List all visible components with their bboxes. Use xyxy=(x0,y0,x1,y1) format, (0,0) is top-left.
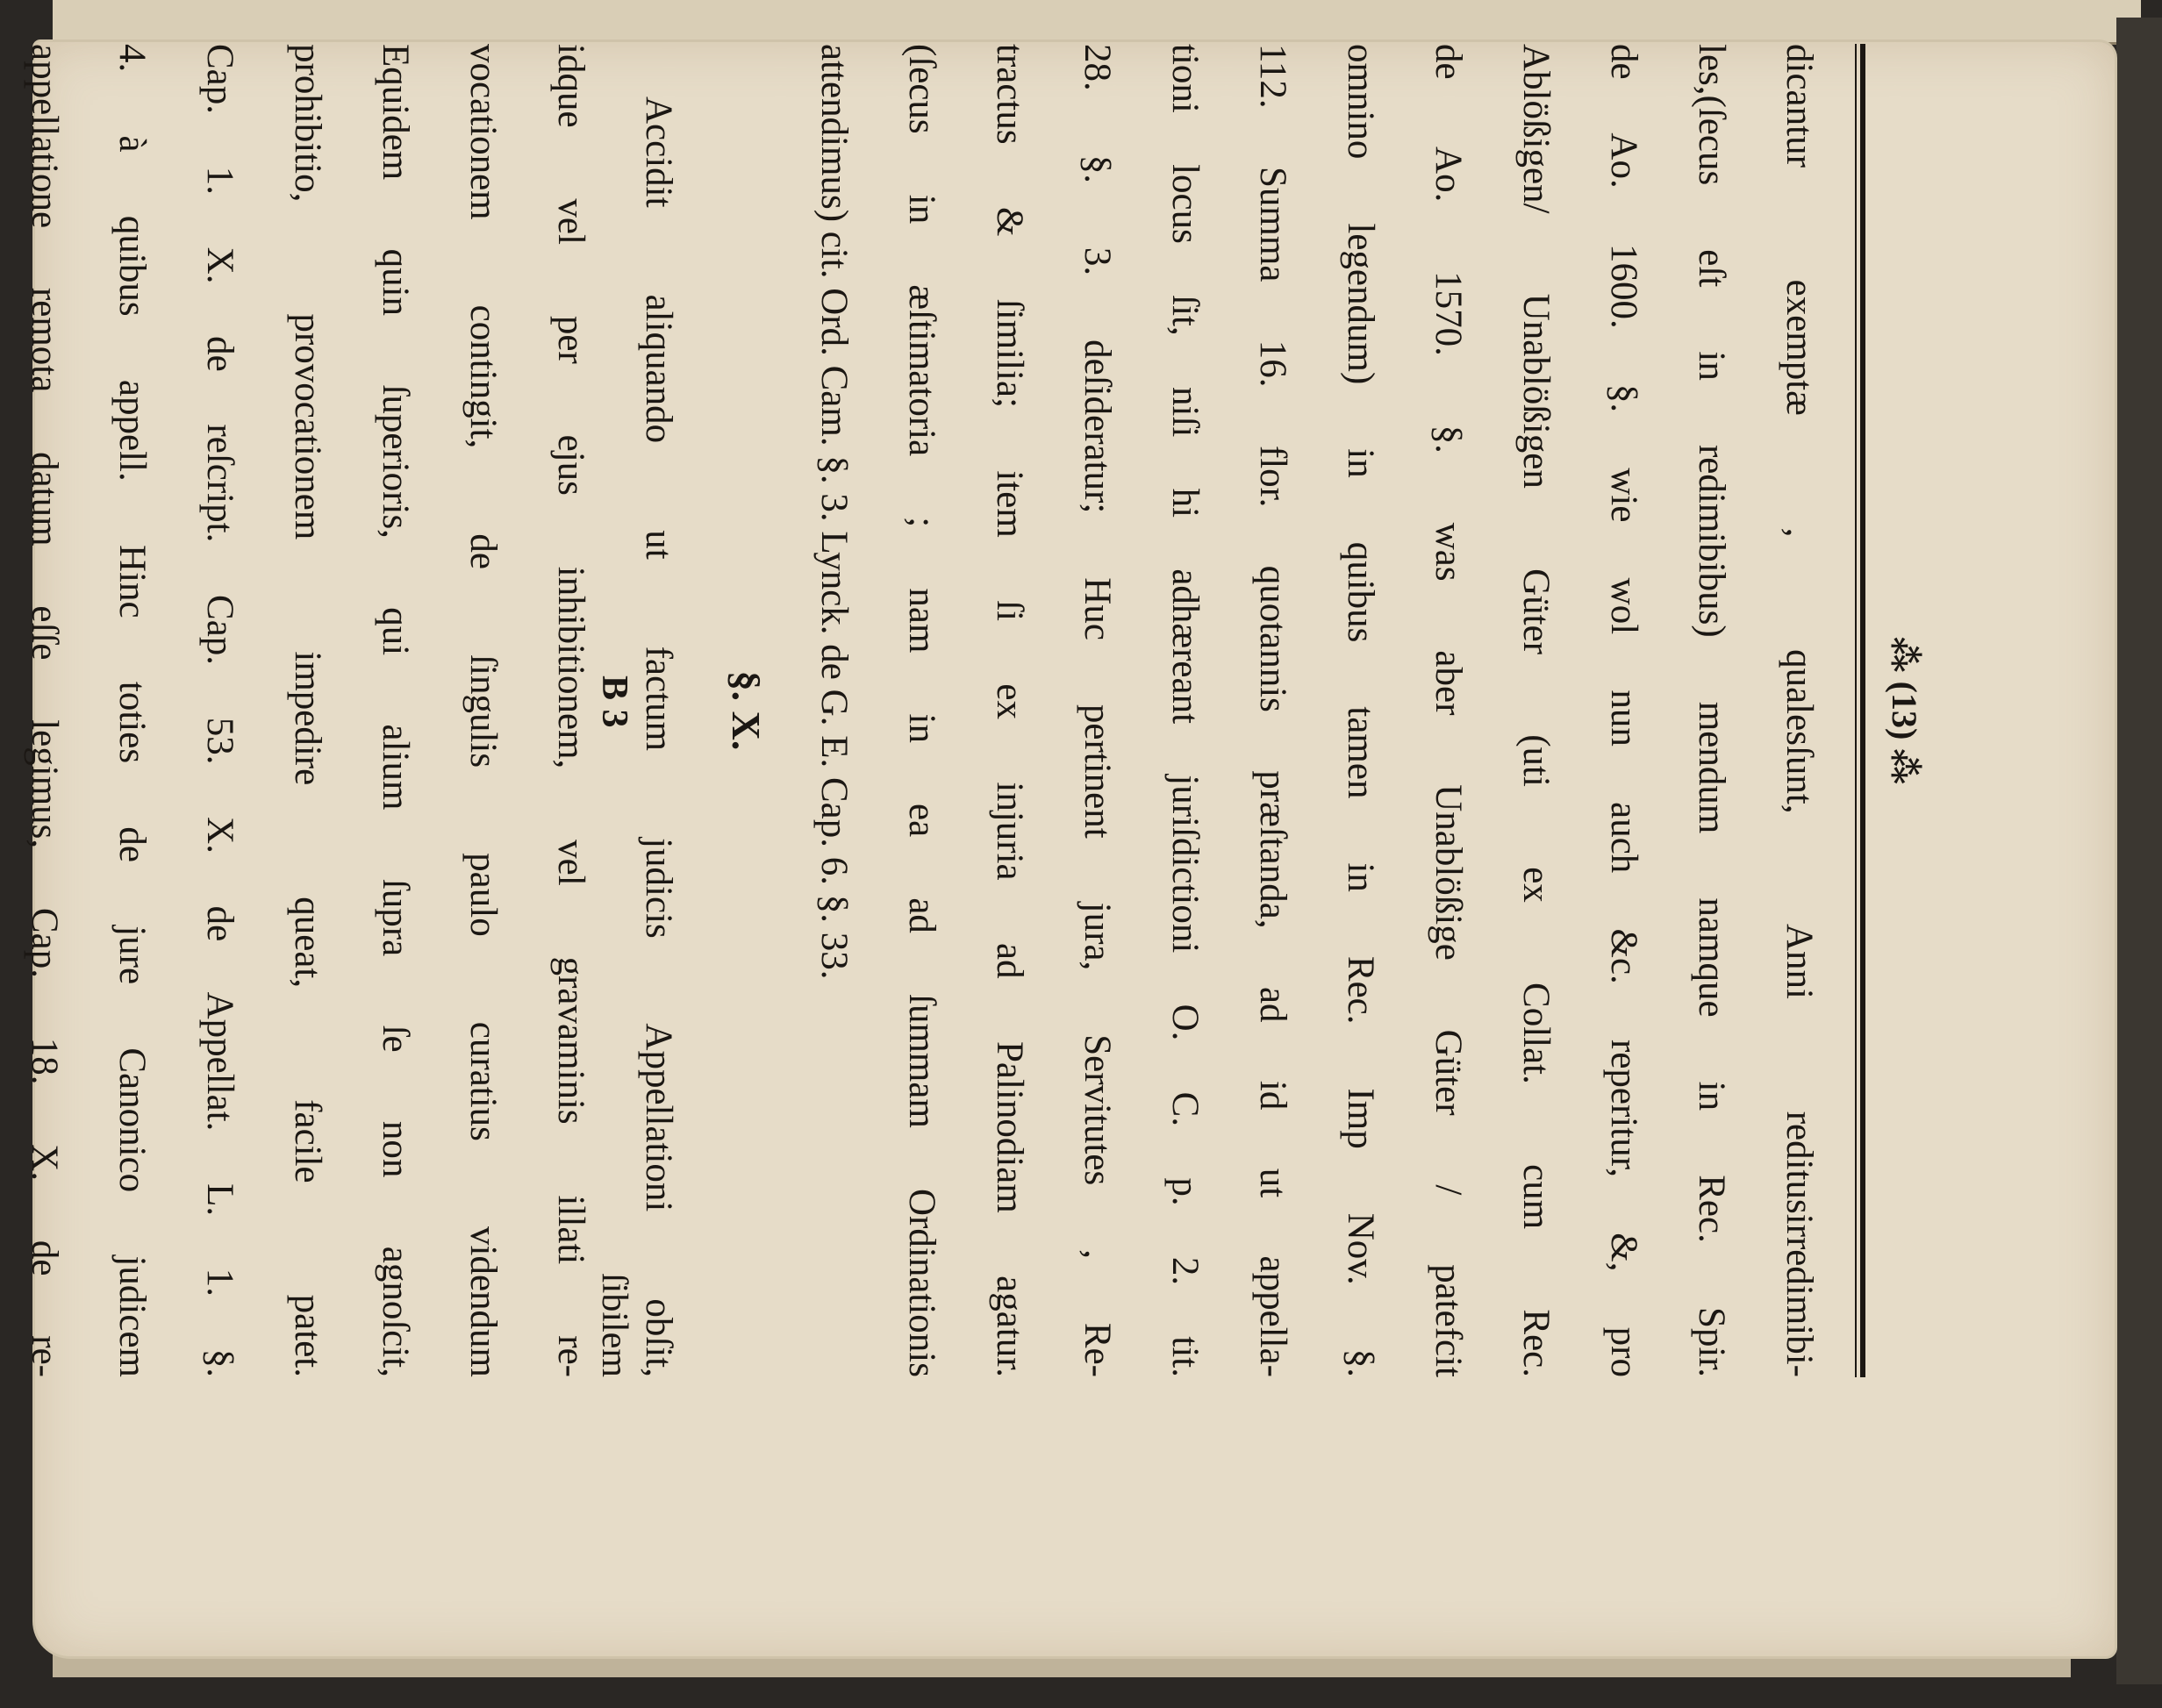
facing-page-edge xyxy=(53,0,2141,45)
text-line: les,(ſecus eſt in redimibibus) mendum namque in Rec. Spir. xyxy=(1691,44,1732,1377)
text-line: Accidit aliquando ut factum judicis Appellationi obſit, xyxy=(638,96,679,1377)
book-spine-shadow xyxy=(2116,18,2162,1684)
text-line: vocationem contingit, de ſingulis paulo curatius videndum xyxy=(462,44,504,1377)
page-content xyxy=(24,44,1939,1377)
text-line: 28. §. 3. deſideratur; Huc pertinent jura, Servitutes , Re- xyxy=(1077,44,1118,1377)
text-line: omnino legendum) in quibus tamen in Rec. Imp Nov. §. xyxy=(1340,44,1381,1377)
text-line: tioni locus ſit, niſi hi adhæreant juriſdictioni O. C. p. 2. tit. xyxy=(1164,44,1206,1377)
text-line: tractus & ſimilia; item ſi ex injuria ad Palinodiam agatur. xyxy=(989,44,1030,1377)
header-rule xyxy=(1860,44,1865,1377)
text-lines xyxy=(0,44,1843,1377)
text-line: (ſecus in æſtimatoria ; nam in ea ad ſummam Ordinationis xyxy=(901,44,942,1377)
text-line: attendimus) cit. Ord. Cam. §. 3. Lynck. de G. E. Cap. 6. §. 33. xyxy=(813,44,855,980)
rotated-text-block xyxy=(24,44,1939,1377)
page-footer xyxy=(588,44,658,1377)
text-line: appellatione remota datum eſſe legimus, Cap. 18. X. de re- xyxy=(24,44,65,1377)
text-line: dicantur exemptæ , qualesſunt, Anni reditusirredimibi- xyxy=(1779,44,1820,1377)
text-line: de Ao. 1600. §. wie wol nun auch &c. reperitur, &, pro xyxy=(1603,44,1644,1377)
text-line: §. X. xyxy=(724,670,769,751)
page-header: ⁂ (13) ⁂ xyxy=(1885,636,1924,785)
header-rule-thin xyxy=(1855,44,1857,1377)
catchword: ſibilem xyxy=(594,1273,634,1377)
text-line: Ablößigen/ Unablößigen Güter (uti ex Collat. cum Rec. xyxy=(1515,44,1557,1377)
text-line: 112. Summa 16. flor. quotannis præſtanda, ad id ut appella- xyxy=(1252,44,1293,1377)
text-line: de Ao. 1570. §. was aber Unablößige Güter / patefcit xyxy=(1428,44,1469,1377)
text-line: prohibitio, provocationem impedire queat, facile patet. xyxy=(287,44,328,1377)
text-line: idque vel per ejus inhibitionem, vel gravaminis illati re- xyxy=(550,44,591,1377)
signature-mark: B 3 xyxy=(594,675,634,728)
text-line: Equidem quin ſuperioris, qui alium ſupra ſe non agnoſcit, xyxy=(375,44,416,1377)
text-line: Cap. 1. X. de reſcript. Cap. 53. X. de Appellat. L. 1. §. xyxy=(199,44,240,1377)
text-line: 4. à quibus appell. Hinc toties de jure Canonico judicem xyxy=(111,44,153,1377)
